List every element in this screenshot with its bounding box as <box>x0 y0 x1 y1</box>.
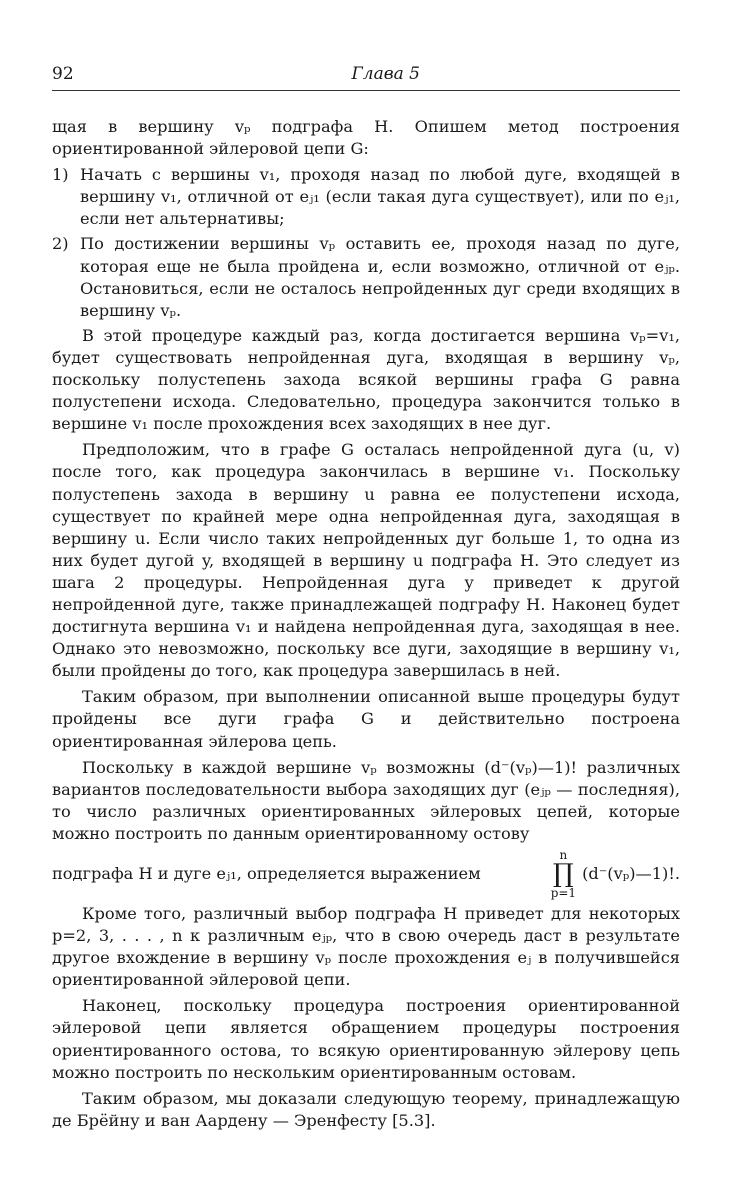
product-upper-limit: n <box>559 848 568 862</box>
step-text: По достижении вершины vₚ оставить ее, проходя назад по дуге, которая еще не была пройдена и, если возможно, отличной от eⱼₚ. Остановиться, если не осталось непройденных дуг среди входящих в вершину vₚ. <box>80 234 680 320</box>
paragraph: Наконец, поскольку процедура построения ориентированной эйлеровой цепи является обращением процедуры построения ориентированного остова, то всякую ориентированную эйлерову цепь можно построить по нескольким ориентированным остовам. <box>52 996 680 1082</box>
formula-tail: (d⁻(vₚ)—1)!. <box>582 863 680 883</box>
product-lower-limit: p=1 <box>550 886 577 900</box>
chapter-title: Глава 5 <box>351 64 420 84</box>
paragraph: Таким образом, мы доказали следующую теорему, принадлежащую де Брёйну и ван Аардену — Эренфесту [5.3]. <box>52 1088 680 1130</box>
running-header <box>52 64 680 91</box>
paragraph: В этой процедуре каждый раз, когда достигается вершина vₚ=v₁, будет существовать непройденная дуга, входящая в вершину vₚ, поскольку полустепень захода всякой вершины графа G равна полустепени исхода. Следовательно, процедура закончится только в вершине v₁ после прохождения всех заходящих в нее дуг. <box>52 325 680 434</box>
procedure-step-2 <box>52 233 680 321</box>
procedure-step-1 <box>52 164 680 230</box>
formula-lead-text: подграфа H и дуге eⱼ₁, определяется выражением <box>52 863 481 883</box>
product-formula-line <box>52 849 680 899</box>
step-marker: 1) <box>52 165 69 185</box>
paragraph-continuation: щая в вершину vₚ подграфа H. Опишем метод построения ориентированной эйлеровой цепи G: <box>52 117 680 159</box>
page-number: 92 <box>52 64 74 84</box>
step-text: Начать с вершины v₁, проходя назад по любой дуге, входящей в вершину v₁, отличной от eⱼ₁ (если такая дуга существует), или по eⱼ₁, если нет альтернативы; <box>80 165 680 229</box>
step-marker: 2) <box>52 234 69 254</box>
paragraph: Предположим, что в графе G осталась непройденной дуга (u, v) после того, как процедура закончилась в вершине v₁. Поскольку полустепень захода в вершину u равна ее полустепени исхода, существует по крайней мере одна непройденная дуга, заходящая в вершину u. Если число таких непройденных дуг больше 1, то одна из них будет дугой y, входящей в вершину u подграфа H. Это следует из шага 2 процедуры. Непройденная дуга y приведет к другой непройденной дуге, также принадлежащей подграфу H. Наконец будет достигнута вершина v₁ и найдена непройденная дуга, заходящая в нее. Однако это невозможно, поскольку все дуги, заходящие в вершину v₁, были пройдены до того, как процедура завершилась в ней. <box>52 440 680 681</box>
product-symbol: ∏ <box>553 859 574 889</box>
paragraph: Таким образом, при выполнении описанной выше процедуры будут пройдены все дуги графа G и действительно построена ориентированная эйлерова цепь. <box>52 687 680 751</box>
page-body <box>52 116 680 1132</box>
paragraph: Поскольку в каждой вершине vₚ возможны (d⁻(vₚ)—1)! различных вариантов последовательности выбора заходящих дуг (eⱼₚ — последняя), то число различных ориентированных эйлеровых цепей, которые можно построить по данным ориентированному остову <box>52 757 680 843</box>
product-operator <box>551 849 576 899</box>
paragraph: Кроме того, различный выбор подграфа H приведет для некоторых p=2, 3, . . . , n к различным eⱼₚ, что в свою очередь даст в результате другое вхождение в вершину vₚ после прохождения eⱼ в получившейся ориентированной эйлеровой цепи. <box>52 904 680 990</box>
